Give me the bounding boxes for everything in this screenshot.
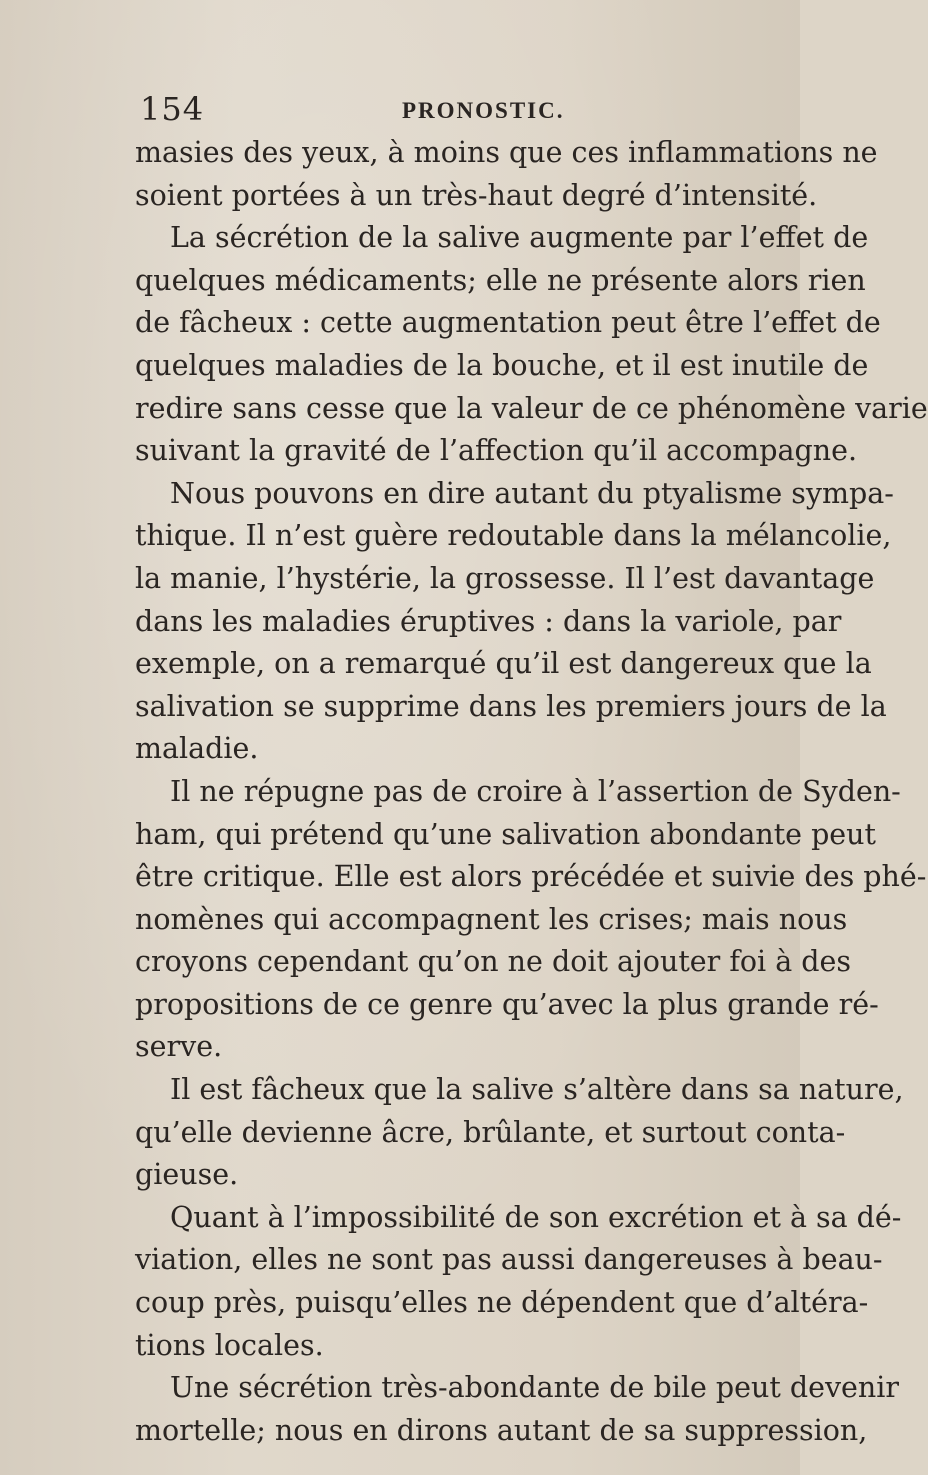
page-number: 154 bbox=[140, 90, 205, 128]
text-line: de fâcheux : cette augmentation peut être l’effet de bbox=[135, 306, 881, 340]
text-line: serve. bbox=[135, 1030, 223, 1064]
text-line: viation, elles ne sont pas aussi dangereuses à beau- bbox=[135, 1243, 883, 1277]
text-line: salivation se supprime dans les premiers jours de la bbox=[135, 689, 887, 723]
text-line: soient portées à un très-haut degré d’intensité. bbox=[135, 178, 818, 212]
text-line: propositions de ce genre qu’avec la plus grande ré- bbox=[135, 987, 879, 1021]
text-line: redire sans cesse que la valeur de ce phénomène varie bbox=[135, 391, 928, 425]
text-line: gieuse. bbox=[135, 1158, 239, 1192]
text-line: maladie. bbox=[135, 732, 259, 766]
text-line: thique. Il n’est guère redoutable dans la mélancolie, bbox=[135, 519, 892, 553]
running-title: PRONOSTIC. bbox=[402, 98, 565, 123]
text-line: tions locales. bbox=[135, 1328, 324, 1362]
text-line: quelques maladies de la bouche, et il est inutile de bbox=[135, 348, 869, 382]
text-line: nomènes qui accompagnent les crises; mais nous bbox=[135, 902, 848, 936]
text-line: suivant la gravité de l’affection qu’il accompagne. bbox=[135, 434, 858, 468]
text-line: Quant à l’impossibilité de son excrétion et à sa dé- bbox=[170, 1200, 902, 1234]
text-line: dans les maladies éruptives : dans la variole, par bbox=[135, 604, 842, 638]
text-line: Nous pouvons en dire autant du ptyalisme sympa- bbox=[170, 476, 894, 510]
text-line: Une sécrétion très-abondante de bile peut devenir bbox=[170, 1371, 900, 1405]
text-line: quelques médicaments; elle ne présente alors rien bbox=[135, 263, 866, 297]
page-header bbox=[140, 90, 700, 130]
text-line: exemple, on a remarqué qu’il est dangereux que la bbox=[135, 647, 872, 681]
text-line: ham, qui prétend qu’une salivation abondante peut bbox=[135, 817, 876, 851]
text-line: Il est fâcheux que la salive s’altère dans sa nature, bbox=[170, 1073, 904, 1107]
text-line: la manie, l’hystérie, la grossesse. Il l’est davantage bbox=[135, 561, 875, 595]
text-line: Il ne répugne pas de croire à l’assertion de Syden- bbox=[170, 774, 901, 808]
text-line: croyons cependant qu’on ne doit ajouter foi à des bbox=[135, 945, 851, 979]
text-line: coup près, puisqu’elles ne dépendent que d’altéra- bbox=[135, 1286, 869, 1320]
body-text bbox=[135, 132, 928, 1452]
text-line: être critique. Elle est alors précédée et suivie des phé- bbox=[135, 860, 927, 894]
text-line: masies des yeux, à moins que ces inflammations ne bbox=[135, 136, 878, 169]
text-line: La sécrétion de la salive augmente par l’effet de bbox=[170, 221, 869, 255]
text-line: qu’elle devienne âcre, brûlante, et surtout conta- bbox=[135, 1115, 846, 1149]
text-line: mortelle; nous en dirons autant de sa suppression, bbox=[135, 1413, 868, 1447]
